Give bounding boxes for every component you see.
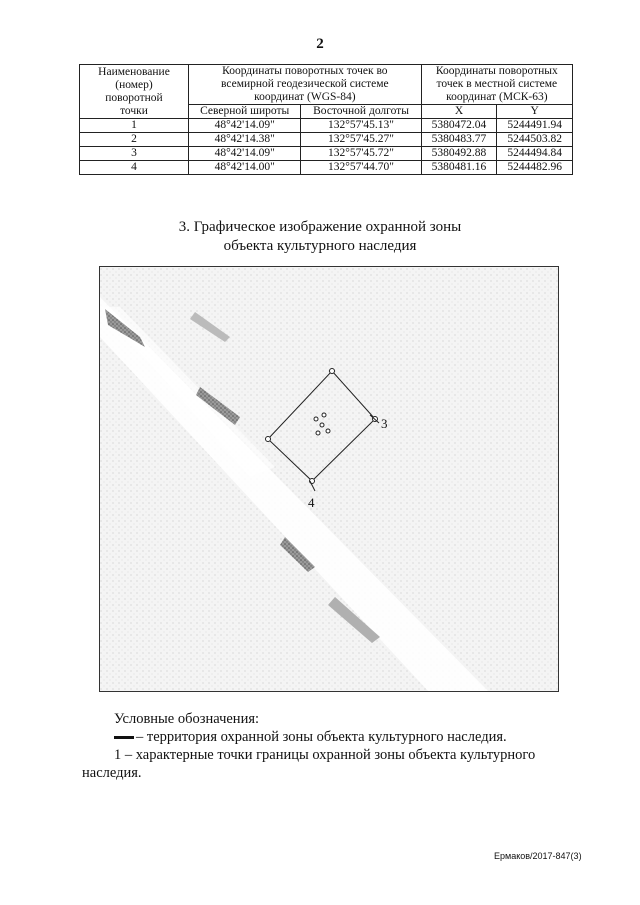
object-marker (314, 417, 318, 421)
cell-lat: 48°42'14.38" (189, 133, 301, 147)
cell-x: 5380492.88 (421, 147, 497, 161)
cell-y: 5244503.82 (497, 133, 573, 147)
footer-code: Ермаков/2017-847(3) (494, 851, 582, 861)
cell-point: 4 (80, 161, 189, 175)
object-marker (322, 413, 326, 417)
header-wgs84: Координаты поворотных точек во всемирной геодезической системе координат (WGS-84) (189, 65, 422, 105)
cell-lat: 48°42'14.09" (189, 119, 301, 133)
cell-x: 5380483.77 (421, 133, 497, 147)
cell-point: 2 (80, 133, 189, 147)
table-row (80, 119, 573, 133)
object-marker (320, 423, 324, 427)
page-number: 2 (316, 36, 324, 52)
object-marker (316, 431, 320, 435)
boundary-point (330, 369, 335, 374)
cell-y: 5244494.84 (497, 147, 573, 161)
object-marker (326, 429, 330, 433)
boundary-point (266, 437, 271, 442)
cell-point: 3 (80, 147, 189, 161)
cell-x: 5380481.16 (421, 161, 497, 175)
table-row (80, 147, 573, 161)
subheader-latitude: Северной широты (189, 105, 301, 119)
zone-line-swatch (114, 736, 134, 739)
cell-lon: 132°57'45.13" (301, 119, 421, 133)
cell-lon: 132°57'45.27" (301, 133, 421, 147)
cell-x: 5380472.04 (421, 119, 497, 133)
legend-item-points: 1 – характерные точки границы охранной зоны объекта культурного (114, 747, 536, 763)
cell-point: 1 (80, 119, 189, 133)
table-row (80, 133, 573, 147)
cell-lat: 48°42'14.00" (189, 161, 301, 175)
legend-title: Условные обозначения: (114, 711, 260, 727)
cell-y: 5244491.94 (497, 119, 573, 133)
map-drawing (100, 267, 559, 692)
section-title: 3. Графическое изображение охранной зоны объекта культурного наследия (178, 219, 462, 254)
header-point-name: Наименование (номер) поворотной точки (80, 65, 189, 119)
header-msk63: Координаты поворотных точек в местной системе координат (МСК-63) (421, 65, 572, 105)
table-row (80, 161, 573, 175)
coordinates-table (79, 64, 573, 175)
cell-lon: 132°57'45.72" (301, 147, 421, 161)
legend-item-zone: – территория охранной зоны объекта культурного наследия. (114, 728, 609, 746)
point-label-3: 3 (381, 416, 388, 431)
cell-lat: 48°42'14.09" (189, 147, 301, 161)
subheader-y: Y (497, 105, 573, 119)
legend-item-points-cont: наследия. (82, 765, 142, 781)
cell-y: 5244482.96 (497, 161, 573, 175)
subheader-longitude: Восточной долготы (301, 105, 421, 119)
subheader-x: X (421, 105, 497, 119)
point-label-4: 4 (308, 495, 315, 510)
cell-lon: 132°57'44.70" (301, 161, 421, 175)
map-background (100, 267, 559, 692)
map-image (99, 266, 559, 692)
